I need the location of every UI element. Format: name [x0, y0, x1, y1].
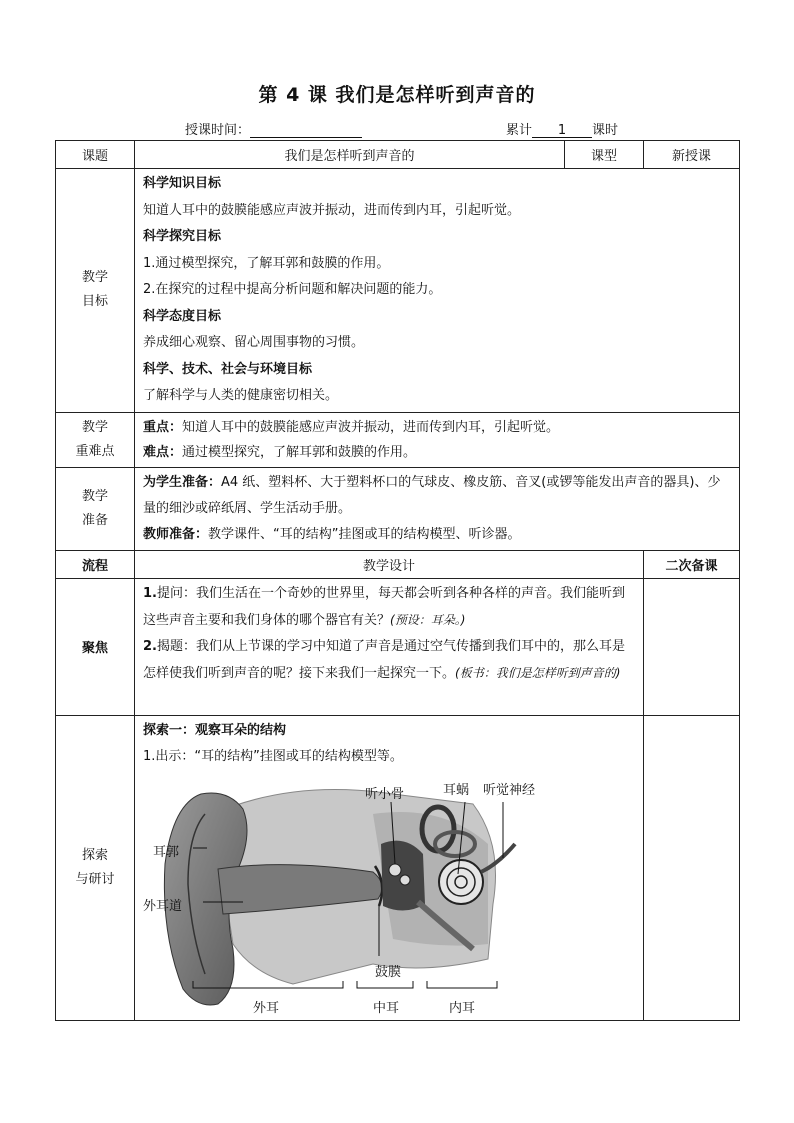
key-point: 重点：知道人耳中的鼓膜能感应声波并振动，进而传到内耳，引起听觉。	[143, 419, 560, 435]
topic-label: 课题	[56, 141, 135, 169]
inner-ear-bracket	[427, 981, 497, 988]
table-row	[56, 715, 740, 1020]
auricle-label: 耳郭	[153, 844, 180, 860]
sts-goal-title: 科学、技术、社会与环境目标	[143, 361, 313, 377]
notes-header: 二次备课	[644, 550, 740, 578]
key-points-content	[135, 412, 740, 467]
ear-diagram	[143, 774, 563, 1018]
sts-goal-text: 了解科学与人类的健康密切相关。	[143, 388, 339, 403]
design-header: 教学设计	[135, 550, 644, 578]
knowledge-goal-title: 科学知识目标	[143, 176, 222, 191]
focus-notes	[644, 578, 740, 715]
focus-label: 聚焦	[56, 578, 135, 715]
key-points-label: 教学 重难点	[56, 412, 135, 467]
explore-notes	[644, 715, 740, 1020]
inquiry-goal-title: 科学探究目标	[143, 229, 222, 244]
lesson-type-value: 新授课	[644, 141, 740, 169]
hard-point: 难点：通过模型探究，了解耳郭和鼓膜的作用。	[143, 444, 417, 460]
ossicles-label: 听小骨	[365, 786, 405, 802]
outer-ear-label: 外耳	[253, 1000, 280, 1016]
knowledge-goal-text: 知道人耳中的鼓膜能感应声波并振动，进而传到内耳，引起听觉。	[143, 202, 521, 218]
focus-paragraph-2: 2.揭题：我们从上节课的学习中知道了声音是通过空气传播到我们耳中的，那么耳是怎样使我们听到声音的呢？接下来我们一起探究一下。(板书：我们是怎样听到声音的)	[143, 638, 625, 681]
lesson-count-prefix: 累计	[506, 123, 533, 138]
lesson-time-value	[250, 123, 362, 138]
attitude-goal-title: 科学态度目标	[143, 308, 222, 324]
prep-content	[135, 467, 740, 550]
cochlea-label: 耳蜗	[443, 782, 470, 798]
goals-label: 教学 目标	[56, 169, 135, 413]
explore-step-1: 1.出示：“耳的结构”挂图或耳的结构模型等。	[143, 748, 403, 764]
student-prep: 为学生准备：A4 纸、塑料杯、大于塑料杯口的气球皮、橡皮筋、音叉(或锣等能发出声音的器具)、少量的细沙或碎纸屑、学生活动手册。	[143, 474, 721, 516]
table-row	[56, 169, 740, 413]
explore-label: 探索 与研讨	[56, 715, 135, 1020]
flow-header: 流程	[56, 550, 135, 578]
auditory-nerve-label: 听觉神经	[483, 782, 536, 798]
lesson-time	[185, 119, 362, 138]
focus-content	[135, 578, 644, 715]
inner-ear-label: 内耳	[449, 1000, 476, 1016]
teacher-prep: 教师准备：教学课件、“耳的结构”挂图或耳的结构模型、听诊器。	[143, 526, 521, 542]
lesson-count	[506, 119, 618, 138]
ossicle-2	[400, 875, 410, 885]
table-row	[56, 467, 740, 550]
lesson-type-label: 课型	[565, 141, 644, 169]
lesson-time-label: 授课时间：	[185, 123, 251, 138]
eardrum-label: 鼓膜	[375, 964, 402, 980]
table-row	[56, 412, 740, 467]
middle-ear-label: 中耳	[373, 1000, 400, 1016]
table-row	[56, 141, 740, 169]
table-row	[56, 578, 740, 715]
lesson-count-value: 1	[532, 123, 592, 138]
prep-label: 教学 准备	[56, 467, 135, 550]
explore-title: 探索一：观察耳朵的结构	[143, 722, 287, 738]
inquiry-goal-2: 2.在探究的过程中提高分析问题和解决问题的能力。	[143, 282, 442, 297]
ear-structure-figure	[143, 774, 563, 1018]
lesson-plan-table	[55, 140, 740, 1021]
goals-content	[135, 169, 740, 413]
topic-value: 我们是怎样听到声音的	[135, 141, 565, 169]
inquiry-goal-1: 1.通过模型探究，了解耳郭和鼓膜的作用。	[143, 255, 390, 271]
table-row	[56, 550, 740, 578]
focus-paragraph-1: 1.提问：我们生活在一个奇妙的世界里，每天都会听到各种各样的声音。我们能听到这些声音主要和我们身体的哪个器官有关？(预设：耳朵。)	[143, 585, 625, 628]
ossicle-1	[389, 864, 401, 876]
cochlea-shape	[439, 860, 483, 904]
ear-canal-label: 外耳道	[143, 898, 183, 914]
lesson-title: 第 4 课 我们是怎样听到声音的	[258, 84, 536, 106]
explore-content	[135, 715, 644, 1020]
attitude-goal-text: 养成细心观察、留心周围事物的习惯。	[143, 335, 365, 350]
lesson-count-suffix: 课时	[592, 123, 619, 138]
